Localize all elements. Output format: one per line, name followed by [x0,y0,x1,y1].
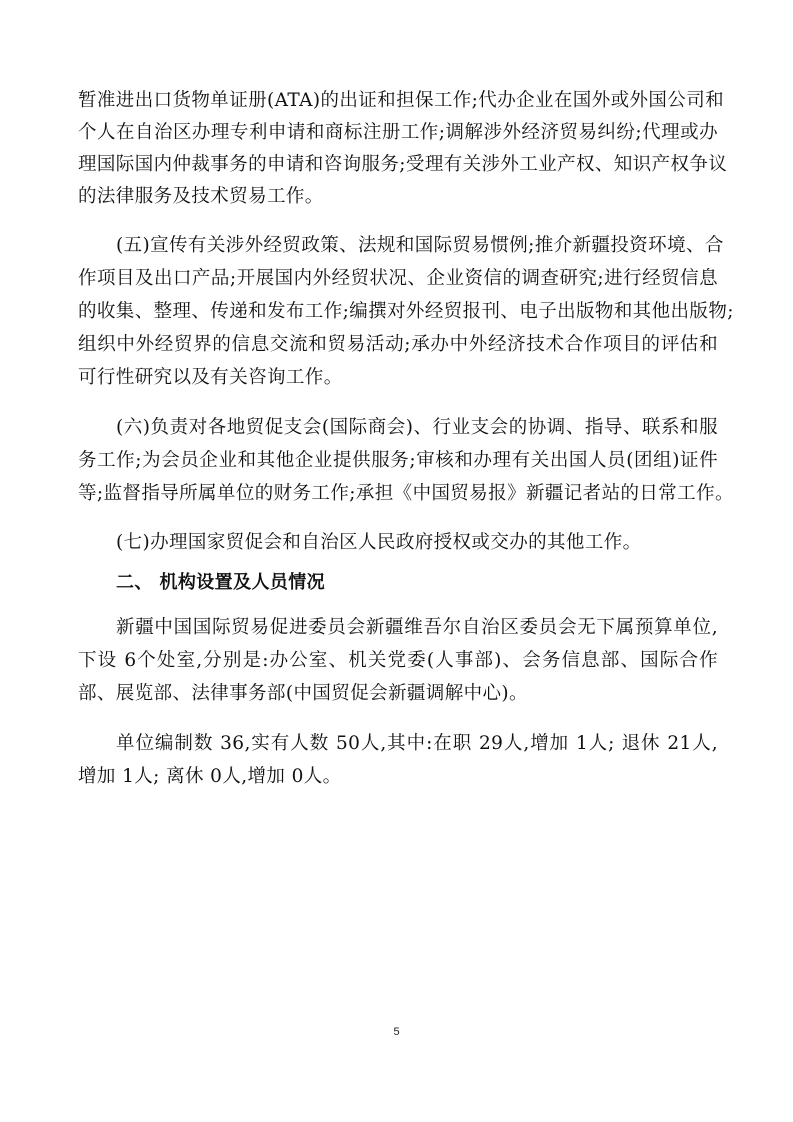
paragraph-seven-line: (七)办理国家贸促会和自治区人民政府授权或交办的其他工作。 [116,532,642,553]
paragraph-line: 下设 6个处室,分别是:办公室、机关党委(人事部)、会务信息部、国际合作 [78,650,718,671]
paragraph-line: 等;监督指导所属单位的财务工作;承担《中国贸易报》新疆记者站的日常工作。 [78,483,734,504]
paragraph-line: 理国际国内仲裁事务的申请和咨询服务;受理有关涉外工业产权、知识产权争议 [78,154,728,175]
organization-paragraph-first-line: 新疆中国国际贸易促进委员会新疆维吾尔自治区委员会无下属预算单位, [116,617,718,638]
paragraph-five-first-line: (五)宣传有关涉外经贸政策、法规和国际贸易惯例;推介新疆投资环境、合 [116,235,724,256]
paragraph-line: 作项目及出口产品;开展国内外经贸状况、企业资信的调查研究;进行经贸信息 [78,268,718,289]
paragraph-line: 增加 1人; 离休 0人,增加 0人。 [78,766,342,787]
paragraph-line: 的法律服务及技术贸易工作。 [78,186,324,207]
paragraph-line: 务工作;为会员企业和其他企业提供服务;审核和办理有关出国人员(团组)证件 [78,450,718,471]
paragraph-line: 可行性研究以及有关咨询工作。 [78,367,343,388]
paragraph-six-first-line: (六)负责对各地贸促支会(国际商会)、行业支会的协调、指导、联系和服 [116,417,718,438]
paragraph-line: 个人在自治区办理专利申请和商标注册工作;调解涉外经济贸易纠纷;代理或办 [78,122,718,143]
section-heading: 二、 机构设置及人员情况 [116,572,326,593]
paragraph-line: 组织中外经贸界的信息交流和贸易活动;承办中外经济技术合作项目的评估和 [78,334,718,355]
paragraph-line: 部、展览部、法律事务部(中国贸促会新疆调解中心)。 [78,683,528,704]
paragraph-line: 暂准进出口货物单证册(ATA)的出证和担保工作;代办企业在国外或外国公司和 [78,90,725,111]
page-number: 5 [393,1026,400,1038]
staffing-paragraph-first-line: 单位编制数 36,实有人数 50人,其中:在职 29人,增加 1人; 退休 21人, [116,733,718,754]
paragraph-line: 的收集、整理、传递和发布工作;编撰对外经贸报刊、电子出版物和其他出版物; [78,301,734,322]
